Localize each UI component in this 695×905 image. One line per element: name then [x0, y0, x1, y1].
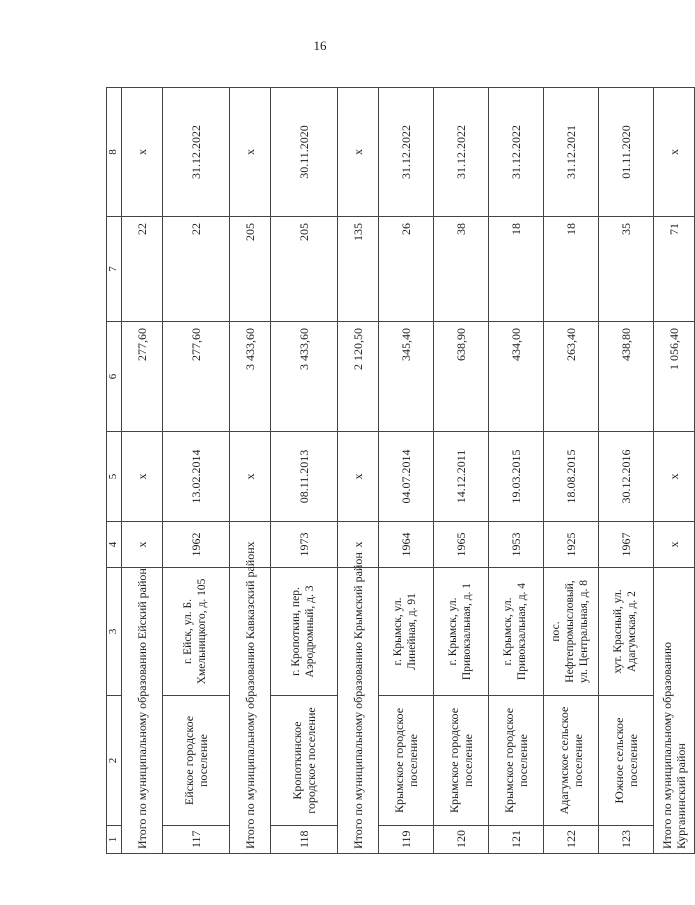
area-value: 277,60 [163, 322, 230, 432]
subtotal-count: 205 [230, 217, 271, 322]
building-address: г. Крымск, ул. Привокзальная, д. 1 [434, 568, 489, 696]
table-row [434, 88, 489, 854]
construction-year: 1964 [379, 522, 434, 568]
column-number: 7 [107, 217, 122, 322]
subtotal-date: х [338, 432, 379, 522]
resident-count: 26 [379, 217, 434, 322]
row-number: 117 [163, 826, 230, 854]
rotated-table-frame [106, 88, 688, 854]
construction-year: 1953 [489, 522, 544, 568]
municipality-name: Южное сельское поселение [599, 696, 654, 826]
area-value: 438,80 [599, 322, 654, 432]
municipality-name: Крымское городское поселение [379, 696, 434, 826]
area-value: 3 433,60 [271, 322, 338, 432]
resident-count: 22 [163, 217, 230, 322]
subtotal-date: х [230, 432, 271, 522]
deadline-date: 30.11.2020 [271, 88, 338, 217]
subtotal-count: 71 [654, 217, 695, 322]
row-number: 118 [271, 826, 338, 854]
area-value: 263,40 [544, 322, 599, 432]
construction-year: 1962 [163, 522, 230, 568]
table-row [271, 88, 338, 854]
subtotal-label: Итого по муниципальному образованию Ейский район [122, 568, 163, 854]
subtotal-area: 2 120,50 [338, 322, 379, 432]
column-number-row [107, 88, 122, 854]
building-address: г. Крымск, ул. Линейная, д. 91 [379, 568, 434, 696]
recognition-date: 13.02.2014 [163, 432, 230, 522]
subtotal-deadline: х [230, 88, 271, 217]
resident-count: 205 [271, 217, 338, 322]
subtotal-label: Итого по муниципальному образованию Кавказский район [230, 568, 271, 854]
deadline-date: 01.11.2020 [599, 88, 654, 217]
recognition-date: 19.03.2015 [489, 432, 544, 522]
municipality-name: Крымское городское поселение [489, 696, 544, 826]
table-row [489, 88, 544, 854]
subtotal-year: х [122, 522, 163, 568]
subtotal-row [122, 88, 163, 854]
page-number: 16 [313, 38, 327, 53]
construction-year: 1973 [271, 522, 338, 568]
deadline-date: 31.12.2022 [489, 88, 544, 217]
subtotal-date: х [122, 432, 163, 522]
row-number: 123 [599, 826, 654, 854]
recognition-date: 04.07.2014 [379, 432, 434, 522]
subtotal-year: х [230, 522, 271, 568]
construction-year: 1965 [434, 522, 489, 568]
rotated-table-area [106, 88, 688, 854]
row-number: 122 [544, 826, 599, 854]
row-number: 120 [434, 826, 489, 854]
deadline-date: 31.12.2021 [544, 88, 599, 217]
recognition-date: 30.12.2016 [599, 432, 654, 522]
resident-count: 38 [434, 217, 489, 322]
table-row [163, 88, 230, 854]
area-value: 638,90 [434, 322, 489, 432]
column-number: 1 [107, 826, 122, 854]
deadline-date: 31.12.2022 [434, 88, 489, 217]
municipality-name: Крымское городское поселение [434, 696, 489, 826]
deadline-date: 31.12.2022 [163, 88, 230, 217]
recognition-date: 18.08.2015 [544, 432, 599, 522]
row-number: 119 [379, 826, 434, 854]
subtotal-count: 22 [122, 217, 163, 322]
column-number: 3 [107, 568, 122, 696]
subtotal-area: 277,60 [122, 322, 163, 432]
subtotal-row [338, 88, 379, 854]
resident-count: 18 [544, 217, 599, 322]
subtotal-deadline: х [122, 88, 163, 217]
subtotal-count: 135 [338, 217, 379, 322]
building-address: г. Крымск, ул. Привокзальная, д. 4 [489, 568, 544, 696]
building-address: пос. Нефтепромысловый, ул. Центральная, д. 8 [544, 568, 599, 696]
final-total-row [654, 88, 695, 854]
row-number: 121 [489, 826, 544, 854]
municipality-name: Адагумское сельское поселение [544, 696, 599, 826]
column-number: 8 [107, 88, 122, 217]
subtotal-year: х [338, 522, 379, 568]
subtotal-year: х [654, 522, 695, 568]
column-number: 6 [107, 322, 122, 432]
column-number: 2 [107, 696, 122, 826]
subtotal-area: 3 433,60 [230, 322, 271, 432]
municipality-name: Кропоткинское городское поселение [271, 696, 338, 826]
subtotal-label: Итого по муниципальному образованию Курганинский район [654, 568, 695, 854]
subtotal-area: 1 056,40 [654, 322, 695, 432]
area-value: 345,40 [379, 322, 434, 432]
subtotal-deadline: х [654, 88, 695, 217]
table-row [599, 88, 654, 854]
subtotal-label: Итого по муниципальному образованию Крымский район [338, 568, 379, 854]
recognition-date: 14.12.2011 [434, 432, 489, 522]
resident-count: 18 [489, 217, 544, 322]
table-row [544, 88, 599, 854]
building-address: г. Ейск, ул. Б. Хмельницкого, д. 105 [163, 568, 230, 696]
building-address: г. Кропоткин, пер. Аэродромный, д. 3 [271, 568, 338, 696]
subtotal-date: х [654, 432, 695, 522]
construction-year: 1925 [544, 522, 599, 568]
municipality-name: Ейское городское поселение [163, 696, 230, 826]
housing-table [106, 87, 695, 854]
resident-count: 35 [599, 217, 654, 322]
subtotal-row [230, 88, 271, 854]
subtotal-deadline: х [338, 88, 379, 217]
column-number: 4 [107, 522, 122, 568]
area-value: 434,00 [489, 322, 544, 432]
building-address: хут. Красный, ул. Адагумская, д. 2 [599, 568, 654, 696]
column-number: 5 [107, 432, 122, 522]
recognition-date: 08.11.2013 [271, 432, 338, 522]
table-row [379, 88, 434, 854]
construction-year: 1967 [599, 522, 654, 568]
deadline-date: 31.12.2022 [379, 88, 434, 217]
